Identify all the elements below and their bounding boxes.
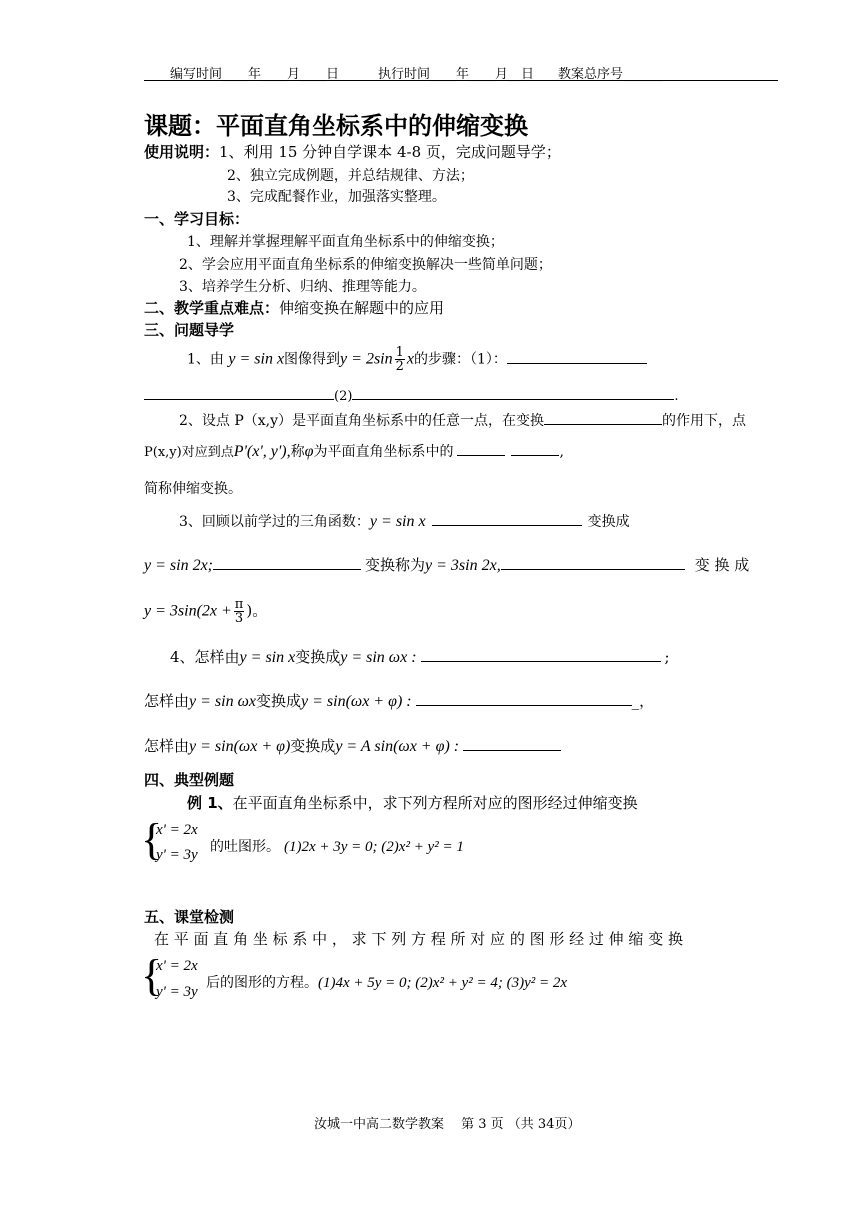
example1-after	[210, 836, 464, 856]
usage-item-2: 2、独立完成例题，并总结规律、方法；	[227, 168, 474, 184]
q4-line2-end: _，	[631, 692, 655, 710]
q4-line3-m2: y = A sin(ωx + φ) :	[335, 738, 460, 755]
usage-label: 使用说明：	[144, 143, 220, 161]
check-brace: {	[141, 951, 163, 1000]
q2-line1-end: 的作用下，点	[662, 413, 747, 429]
q2-blank-1[interactable]	[544, 410, 662, 425]
check-math: (1)4x + 5y = 0; (2)x² + y² = 4; (3)y² = 2x	[318, 975, 568, 991]
q1-math-sinx: y = sin x	[228, 350, 285, 368]
q2-blank-2[interactable]	[457, 441, 505, 456]
q4-line3-b: 变换成	[290, 737, 336, 755]
q3-line3-math: y = 3sin(2x +	[144, 602, 232, 620]
check-sys-line2: y' = 3y	[156, 984, 198, 1000]
page-title: 课题：平面直角坐标系中的伸缩变换	[144, 112, 528, 140]
q3-line3-end: )。	[246, 601, 268, 620]
q4-line1-m1: y = sin x	[239, 649, 296, 666]
header-exec-time: 执行时间____年____月__日	[378, 67, 535, 82]
example1-after-text: 的吐图形。	[210, 839, 280, 855]
q2-line3: 简称伸缩变换。	[144, 481, 242, 497]
q1-step2-label: (2)	[334, 389, 353, 404]
q4-blank-2[interactable]	[416, 691, 632, 706]
header-rule	[144, 80, 778, 81]
check-after	[206, 972, 567, 992]
q3-line2-math2: y = 3sin 2x,	[425, 557, 501, 574]
example1-sys-line2: y' = 3y	[156, 847, 198, 863]
example1-brace: {	[141, 815, 163, 864]
q2-line1-text: 2、设点 P（x,y）是平面直角坐标系中的任意一点，在变换	[179, 413, 545, 429]
q4-line2-m2: y = sin(ωx + φ) :	[301, 693, 412, 710]
section4-heading: 四、典型例题	[144, 771, 235, 789]
section3-heading: 三、问题导学	[144, 321, 235, 339]
q1-prefix: 1、由	[187, 351, 224, 368]
q4-blank-1[interactable]	[421, 647, 661, 662]
q1-fraction	[395, 346, 405, 373]
q3-line2-math1: y = sin 2x;	[144, 557, 213, 574]
header-compile-time: 编写时间____年____月____日	[170, 67, 340, 82]
q4-line2-a: 怎样由	[144, 692, 190, 710]
q4-line1-a: 4、怎样由	[170, 648, 240, 666]
section2-text: 伸缩变换在解题中的应用	[279, 299, 445, 317]
q3-frac-num: π	[234, 597, 244, 612]
q2-blank-3[interactable]	[511, 441, 559, 456]
q3-math: y = sin x	[369, 513, 426, 530]
section5-heading: 五、课堂检测	[144, 908, 235, 926]
goal-item-3: 3、培养学生分析、归纳、推理等能力。	[179, 279, 426, 295]
q4-line2-b: 变换成	[255, 692, 301, 710]
q2-line2-b: 称	[290, 444, 305, 460]
q3-line1	[179, 511, 630, 531]
q2-line2-a: P(x,y)对应到点	[144, 445, 234, 460]
q4-line2	[144, 690, 654, 711]
q3-line2	[144, 554, 749, 575]
section2-heading: 二、教学重点难点：	[144, 299, 280, 317]
example1-line	[187, 792, 638, 813]
q2-line1	[179, 410, 746, 430]
q4-line1-m2: y = sin ωx :	[340, 649, 417, 666]
check-after-text: 后的图形的方程。	[206, 975, 318, 991]
q3-frac-den: 3	[234, 611, 244, 626]
q3-suffix: 变换成	[587, 514, 630, 530]
q1-blank-2a[interactable]	[144, 385, 334, 400]
q2-line2	[144, 441, 564, 461]
q2-line2-end: ,	[559, 444, 564, 460]
q1-suffix: 的步骤：（1）：	[414, 351, 507, 368]
q1-math-x: x	[406, 350, 415, 368]
example1-math: (1)2x + 3y = 0; (2)x² + y² = 1	[284, 839, 464, 855]
q3-line3	[144, 598, 267, 625]
q3-blank-2[interactable]	[213, 555, 361, 570]
section2	[144, 297, 444, 318]
usage-item-1: 1、利用 15 分钟自学课本 4-8 页，完成问题导学；	[219, 143, 561, 161]
q3-blank-1[interactable]	[432, 511, 582, 526]
goal-item-2: 2、学会应用平面直角坐标系的伸缩变换解决一些简单问题；	[179, 257, 552, 273]
q1-mid: 图像得到	[284, 351, 341, 368]
q4-line3-m1: y = sin(ωx + φ)	[189, 738, 291, 755]
usage-item-3: 3、完成配餐作业，加强落实整理。	[227, 189, 446, 205]
q4-line3	[144, 735, 561, 756]
q1-line2	[144, 385, 679, 404]
q4-blank-3[interactable]	[463, 736, 561, 751]
q1-line2-end: .	[674, 389, 679, 404]
q1-blank-1[interactable]	[507, 349, 647, 364]
q4-line1	[170, 646, 670, 667]
q1-frac-num: 1	[395, 345, 404, 360]
q1-blank-2b[interactable]	[352, 385, 674, 400]
check-sys-line1: x' = 2x	[156, 958, 198, 974]
q3-line2-mid: 变换称为	[365, 556, 426, 574]
q3-fraction	[234, 598, 245, 625]
header-total-no: 教案总序号______	[558, 67, 663, 82]
q3-blank-3[interactable]	[501, 555, 685, 570]
q1-line1	[187, 346, 647, 373]
q4-line3-a: 怎样由	[144, 737, 190, 755]
q1-frac-den: 2	[395, 359, 404, 374]
section1-heading: 一、学习目标：	[144, 210, 250, 228]
example1-sys-line1: x' = 2x	[156, 822, 198, 838]
q4-line1-b: 变换成	[295, 648, 341, 666]
q2-line2-math: P'(x', y'),	[233, 443, 291, 460]
usage-block	[144, 141, 561, 162]
q2-phi: φ	[304, 443, 314, 460]
q1-math-2sin: y = 2sin	[340, 350, 393, 368]
q4-line1-end: ;	[664, 648, 670, 666]
check-text: 在 平 面 直 角 坐 标 系 中 ， 求 下 列 方 程 所 对 应 的 图 形 经 过 伸 缩 变 换	[154, 930, 683, 948]
q2-line2-c: 为平面直角坐标系中的	[313, 444, 454, 460]
page-footer: 汝城一中高二数学教案 第 3 页 （共 34页）	[314, 1117, 581, 1132]
q4-line2-m1: y = sin ωx	[189, 693, 256, 710]
goal-item-1: 1、理解并掌握理解平面直角坐标系中的伸缩变换；	[187, 234, 504, 250]
example1-text: 在平面直角坐标系中，求下列方程所对应的图形经过伸缩变换	[232, 794, 638, 812]
example1-label: 例 1、	[187, 794, 233, 812]
q3-line2-end: 变 换 成	[694, 556, 750, 574]
q3-prefix: 3、回顾以前学过的三角函数：	[179, 514, 370, 530]
